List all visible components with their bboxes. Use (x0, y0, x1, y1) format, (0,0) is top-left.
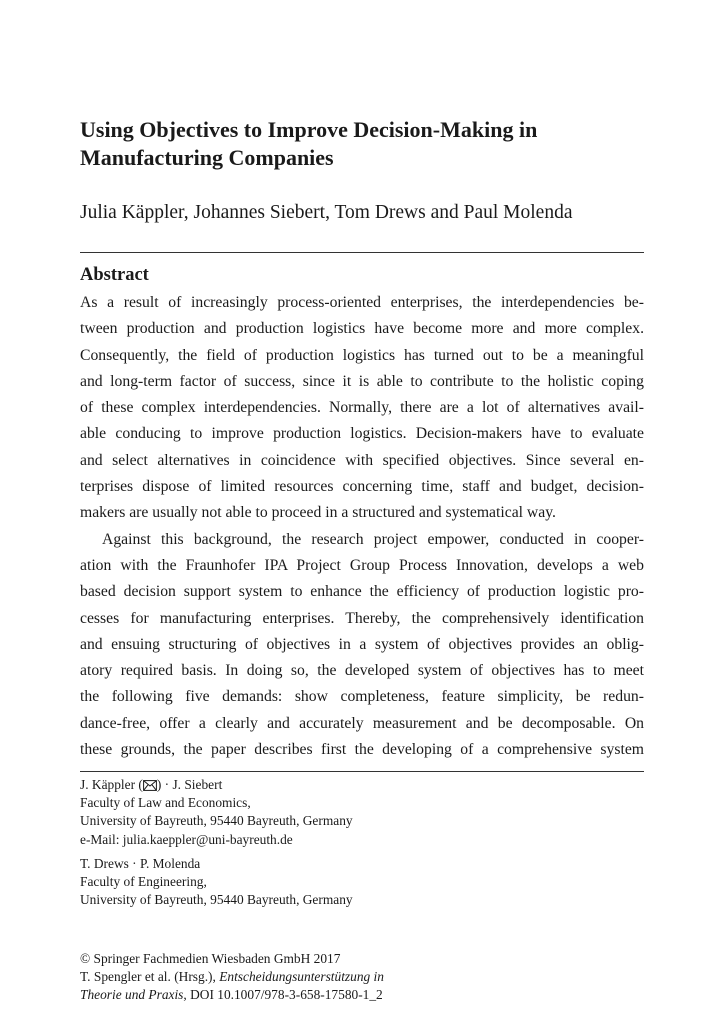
author-names-1 (80, 776, 640, 794)
envelope-icon (143, 780, 157, 791)
abstract-line: atory required basis. In doing so, the developed system of objectives has to meet (80, 662, 644, 680)
abstract-line: Consequently, the field of production logistics has turned out to be a meaningful (80, 346, 644, 364)
paper-title (80, 116, 640, 172)
abstract-line: based decision support system to enhance the efficiency of production logistic pro- (80, 583, 644, 601)
title-line-1: Using Objectives to Improve Decision-Making in (80, 117, 538, 142)
abstract-line: Against this background, the research project empower, conducted in cooper- (102, 530, 644, 548)
abstract-line: ation with the Fraunhofer IPA Project Group Process Innovation, develops a web (80, 556, 644, 574)
citation-line-2 (80, 986, 640, 1004)
abstract-line: and long-term factor of success, since it is able to contribute to the holistic coping (80, 372, 644, 390)
title-line-2: Manufacturing Companies (80, 145, 334, 170)
author-name-text: J. Käppler ( (80, 777, 143, 792)
abstract-line: these grounds, the paper describes first the developing of a comprehensive system (80, 741, 644, 759)
faculty-2: Faculty of Engineering, (80, 874, 207, 890)
citation-book-title-cont: Theorie und Praxis (80, 987, 184, 1003)
author-name-text: ) · J. Siebert (156, 777, 223, 792)
abstract-line: makers are usually not able to proceed in a structured and systematical way. (80, 504, 556, 522)
abstract-heading: Abstract (80, 265, 149, 285)
faculty-1: Faculty of Law and Economics, (80, 795, 251, 811)
university-1: University of Bayreuth, 95440 Bayreuth, Germany (80, 813, 353, 829)
copyright-line: © Springer Fachmedien Wiesbaden GmbH 2017 (80, 951, 341, 966)
footnote-divider (80, 771, 644, 772)
abstract-body (80, 290, 644, 763)
abstract-line: tween production and production logistics have become more and more complex. (80, 320, 644, 338)
citation-line-1 (80, 968, 640, 986)
citation-book-title: Entscheidungsunterstützung in (219, 969, 384, 985)
header-divider (80, 252, 644, 253)
affiliation-block-1 (80, 776, 640, 849)
abstract-line: able conducing to improve production logistics. Decision-makers have to evaluate (80, 425, 644, 443)
email-address: e-Mail: julia.kaeppler@uni-bayreuth.de (80, 831, 293, 847)
abstract-line: cesses for manufacturing enterprises. Thereby, the comprehensively identification (80, 609, 644, 627)
abstract-line: terprises dispose of limited resources concerning time, staff and budget, decision- (80, 478, 644, 496)
abstract-line: dance-free, offer a clearly and accurately measurement and be decomposable. On (80, 714, 644, 732)
abstract-line: and select alternatives in coincidence with specified objectives. Since several en- (80, 451, 644, 469)
author-names-2: T. Drews · P. Molenda (80, 856, 201, 871)
abstract-line: of these complex interdependencies. Normally, there are a lot of alternatives avail- (80, 399, 644, 417)
author-list: Julia Käppler, Johannes Siebert, Tom Drews and Paul Molenda (80, 202, 573, 223)
abstract-line: the following five demands: show completeness, feature simplicity, be redun- (80, 688, 644, 706)
copyright-block (80, 950, 640, 1005)
affiliation-block-2 (80, 855, 640, 910)
abstract-line: As a result of increasingly process-oriented enterprises, the interdependencies be- (80, 294, 644, 311)
abstract-line: and ensuing structuring of objectives in a system of objectives provides an oblig- (80, 635, 644, 653)
citation-editors: T. Spengler et al. (Hrsg.), (80, 969, 220, 985)
university-2: University of Bayreuth, 95440 Bayreuth, Germany (80, 892, 353, 908)
citation-doi: , DOI 10.1007/978-3-658-17580-1_2 (183, 987, 383, 1003)
